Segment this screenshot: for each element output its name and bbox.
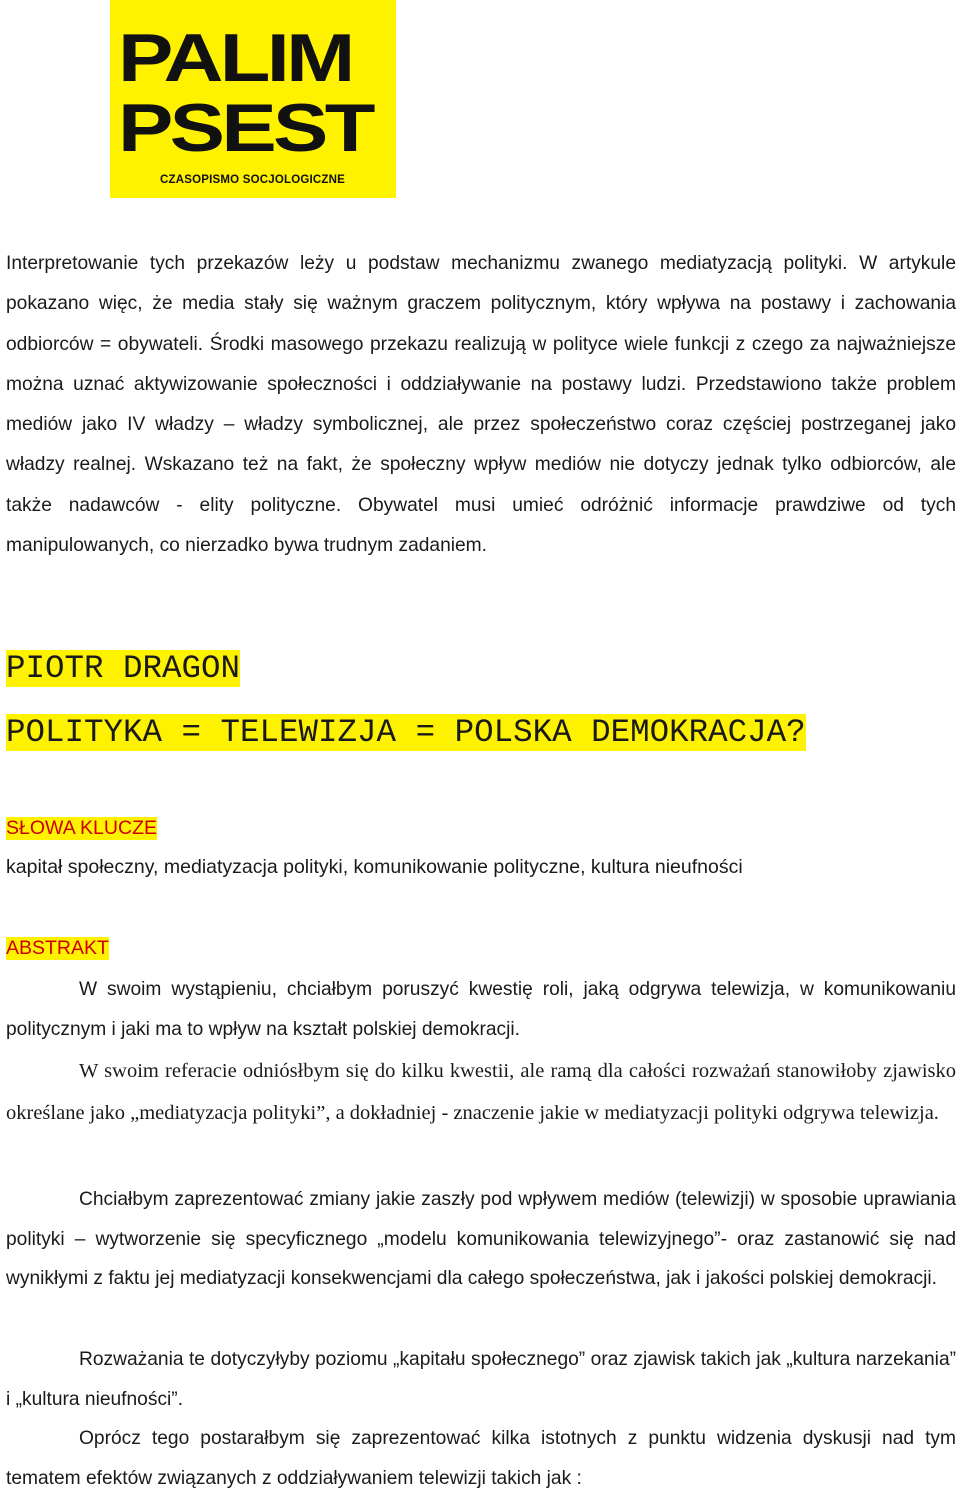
logo-subtitle: CZASOPISMO SOCJOLOGICZNE — [160, 174, 345, 186]
abstract-label: ABSTRAKT — [6, 937, 109, 959]
abstract-paragraph-4: Rozważania te dotyczyłyby poziomu „kapitału społecznego” oraz zjawisk takich jak „kultura narzekania” i „kultura nieufności”. — [6, 1349, 956, 1410]
logo-line-2: PSEST — [118, 90, 372, 166]
palimpsest-logo — [110, 0, 396, 198]
keywords-label: SŁOWA KLUCZE — [6, 817, 157, 839]
abstract-paragraph-3: Chciałbym zaprezentować zmiany jakie zaszły pod wpływem mediów (telewizji) w sposobie uprawiania polityki – wytworzenie się specyficznego „modelu komunikowania telewizyjnego”- oraz zastanowić się nad wynikłymi z faktu jej mediatyzacji konsekwencjami dla całego społeczeństwa, jak i jakości polskiej demokracji. — [6, 1189, 956, 1290]
author-heading — [6, 650, 240, 687]
abstract-paragraph-2: W swoim referacie odniósłbym się do kilku kwestii, ale ramą dla całości rozważań stanowiłoby zjawisko określane jako „mediatyzacja polityki”, a dokładniej - znaczenie jakie w mediatyzacji polityki odgrywa telewizja. — [6, 1060, 956, 1124]
intro-paragraph: Interpretowanie tych przekazów leży u podstaw mechanizmu zwanego mediatyzacją polityki. W artykule pokazano więc, że media stały się ważnym graczem politycznym, który wpływa na postawy i zachowania odbiorców = obywateli. Środki masowego przekazu realizują w polityce wiele funkcji z czego za najważniejsze można uznać aktywizowanie społeczności i oddziaływanie na postawy ludzi. Przedstawiono także problem mediów jako IV władzy – władzy symbolicznej, ale przez społeczeństwo coraz częściej postrzeganej jako władzy realnej. Wskazano też na fakt, że społeczny wpływ mediów nie dotyczy jednak tylko odbiorców, ale także nadawców - elity polityczne. Obywatel musi umieć odróżnić informacje prawdziwe od tych manipulowanych, co nierzadko bywa trudnym zadaniem. — [6, 253, 956, 557]
logo-line-1: PALIM — [118, 20, 352, 96]
abstract-paragraph-1: W swoim wystąpieniu, chciałbym poruszyć kwestię roli, jaką odgrywa telewizja, w komunikowaniu politycznym i jaki ma to wpływ na kształt polskiej demokracji. — [6, 979, 956, 1040]
abstract-paragraph-5: Oprócz tego postarałbym się zaprezentować kilka istotnych z punktu widzenia dyskusji nad tym tematem efektów związanych z oddziaływaniem telewizji takich jak : — [6, 1428, 956, 1489]
keywords-text: kapitał społeczny, mediatyzacja polityki, komunikowanie polityczne, kultura nieufności — [6, 856, 743, 878]
article-title-heading — [6, 714, 806, 751]
article-title: POLITYKA = TELEWIZJA = POLSKA DEMOKRACJA? — [6, 714, 806, 751]
author-name: PIOTR DRAGON — [6, 650, 241, 687]
